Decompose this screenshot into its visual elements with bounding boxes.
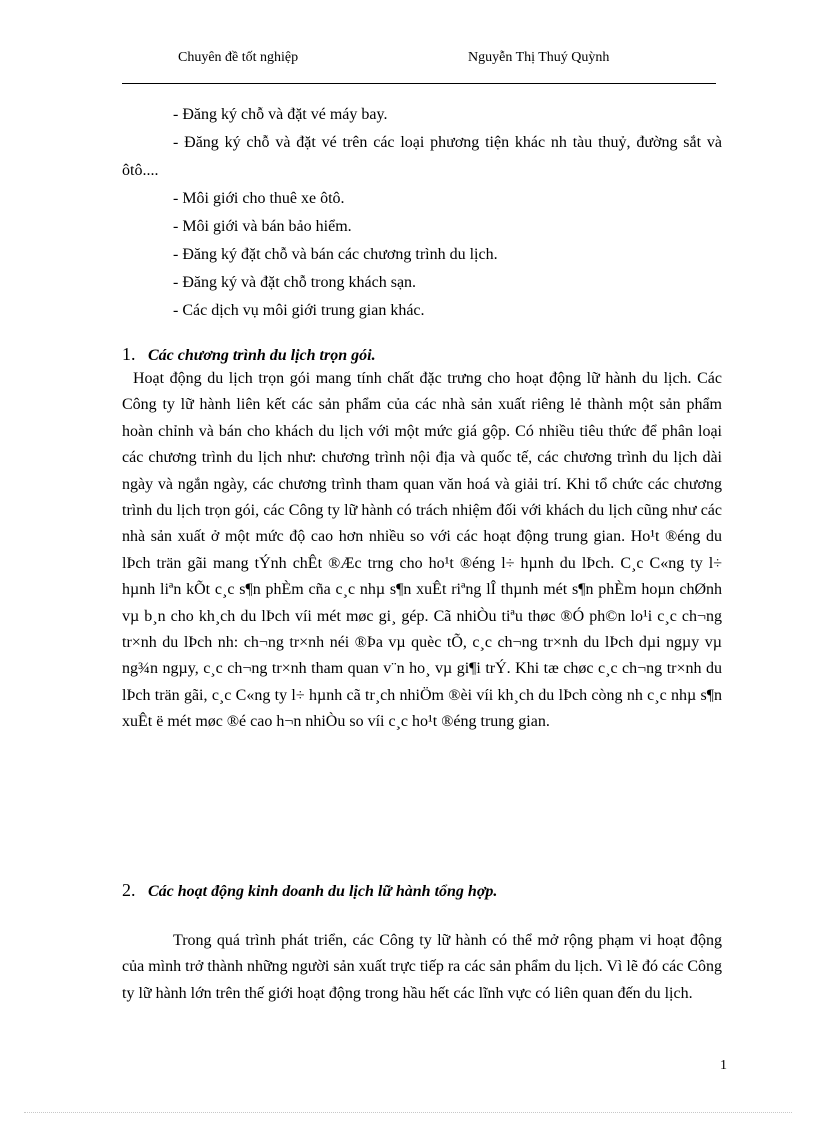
page-footer-border <box>24 1112 792 1113</box>
section-number: 1. <box>122 344 136 364</box>
list-item: - Môi giới và bán bảo hiểm. <box>173 218 352 235</box>
list-item: - Môi giới cho thuê xe ôtô. <box>173 190 345 207</box>
list-item: - Đăng ký đặt chỗ và bán các chương trình du lịch. <box>173 246 498 263</box>
section-number: 2. <box>122 880 136 900</box>
section-1-paragraph: Hoạt động du lịch trọn gói mang tính chất đặc trưng cho hoạt động lữ hành du lịch. Các Công ty lữ hành liên kết các sản phẩm của các nhà sản xuất riêng lẻ thành một sản phẩm hoàn chỉnh và bán cho khách du lịch với một mức giá gộp. Có nhiều tiêu thức để phân loại các chương trình du lịch như: chương trình nội địa và quốc tế, các chương trình du lịch dài ngày và ngắn ngày, các chương trình tham quan văn hoá và giải trí. Khi tổ chức các chương trình du lịch trọn gói, các Công ty lữ hành có trách nhiệm đối với khách du lịch cũng như các nhà sản xuất ở một mức độ cao hơn nhiều so với các hoạt động trung gian. Ho¹t ®éng du lÞch trän gãi mang tÝnh chÊt ®Æc trng cho ho¹t ®éng l÷ hµnh du lÞch. C¸c C«ng ty l÷ hµnh liªn kÕt c¸c s¶n phÈm cña c¸c nhµ s¶n xuÊt riªng lÎ thµnh mét s¶n phÈm hoµn chØnh vµ b¸n cho kh¸ch du lÞch víi mét møc gi¸ gép. Cã nhiÒu tiªu thøc ®Ó ph©n lo¹i c¸c ch¬ng tr×nh du lÞch nh: ch¬ng tr×nh néi ®Þa vµ quèc tÕ, c¸c ch¬ng tr×nh du lÞch dµi ngµy vµ ng¾n ngµy, c¸c ch¬ng tr×nh tham quan v¨n ho¸ vµ gi¶i trÝ. Khi tæ chøc c¸c ch¬ng tr×nh du lÞch trän gãi, c¸c C«ng ty l÷ hµnh cã tr¸ch nhiÖm ®èi víi kh¸ch du lÞch còng nh c¸c nhµ s¶n xuÊt ë mét møc ®é cao h¬n nhiÒu so víi c¸c ho¹t ®éng trung gian. <box>122 370 722 731</box>
service-list <box>122 101 722 325</box>
section-title: Các chương trình du lịch trọn gói. <box>148 347 376 364</box>
section-2-paragraph: Trong quá trình phát triển, các Công ty lữ hành có thể mở rộng phạm vi hoạt động của mình trở thành những người sản xuất trực tiếp ra các sản phẩm du lịch. Vì lẽ đó các Công ty lữ hành lớn trên thế giới hoạt động trong hầu hết các lĩnh vực có liên quan đến du lịch. <box>122 932 722 1002</box>
list-item: - Các dịch vụ môi giới trung gian khác. <box>173 302 425 319</box>
list-item: - Đăng ký chỗ và đặt vé trên các loại phương tiện khác nh tàu thuỷ, đường sắt và ôtô.... <box>122 134 722 179</box>
header-divider <box>122 83 716 84</box>
page-number: 1 <box>720 1058 727 1073</box>
section-title: Các hoạt động kinh doanh du lịch lữ hành tổng hợp. <box>148 883 498 900</box>
section-heading-2 <box>122 880 497 901</box>
header-document-type: Chuyên đề tốt nghiệp <box>178 50 299 65</box>
list-item: - Đăng ký và đặt chỗ trong khách sạn. <box>173 274 417 291</box>
list-item: - Đăng ký chỗ và đặt vé máy bay. <box>173 106 388 123</box>
section-heading-1 <box>122 344 376 365</box>
header-author: Nguyễn Thị Thuý Quỳnh <box>468 50 610 65</box>
